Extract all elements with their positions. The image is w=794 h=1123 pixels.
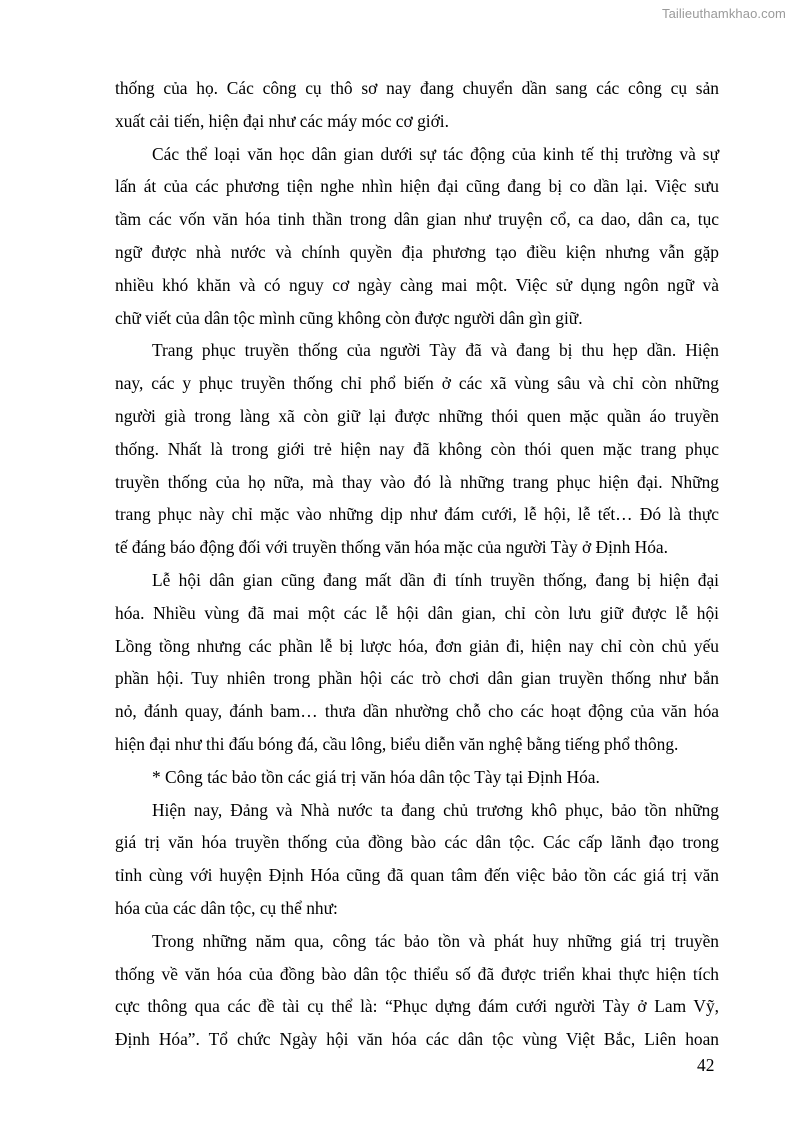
text-line: tỉnh cùng với huyện Định Hóa cũng đã quan tâm đến việc bảo tồn các giá trị văn [115,865,719,886]
text-line: Các thể loại văn học dân gian dưới sự tác động của kinh tế thị trường và sự [152,143,719,164]
text-line: Hiện nay, Đảng và Nhà nước ta đang chủ trương khô phục, bảo tồn những [152,799,719,820]
text-line: Định Hóa”. Tổ chức Ngày hội văn hóa các dân tộc vùng Việt Bắc, Liên hoan [115,1029,719,1050]
text-line: hiện đại như thi đấu bóng đá, cầu lông, biểu diễn văn nghệ bằng tiếng phổ thông. [115,733,679,754]
text-line: truyền thống của họ nữa, mà thay vào đó là những trang phục hiện đại. Những [115,471,719,492]
text-line: xuất cải tiến, hiện đại như các máy móc cơ giới. [115,110,449,131]
text-line: hóa của các dân tộc, cụ thể như: [115,897,338,918]
text-line: thống. Nhất là trong giới trẻ hiện nay đã không còn thói quen mặc trang phục [115,438,719,459]
text-line: nhiều khó khăn và có nguy cơ ngày càng mai một. Việc sử dụng ngôn ngữ và [115,274,719,295]
text-line: giá trị văn hóa truyền thống của đồng bào các dân tộc. Các cấp lãnh đạo trong [115,832,719,853]
text-line: nay, các y phục truyền thống chỉ phổ biến ở các xã vùng sâu và chỉ còn những [115,373,719,394]
text-line: tế đáng báo động đối với truyền thống văn hóa mặc của người Tày ở Định Hóa. [115,537,668,558]
text-line: ngữ được nhà nước và chính quyền địa phương tạo điều kiện nhưng vẫn gặp [115,241,719,262]
text-line: Lồng tồng nhưng các phần lễ bị lược hóa, đơn giản đi, hiện nay chỉ còn chủ yếu [115,635,719,656]
page-number: 42 [697,1055,715,1075]
text-line: lấn át của các phương tiện nghe nhìn hiện đại cũng đang bị co dần lại. Việc sưu [115,176,719,197]
text-line: thống của họ. Các công cụ thô sơ nay đang chuyển dần sang các công cụ sản [115,78,719,98]
text-line: Trang phục truyền thống của người Tày đã và đang bị thu hẹp dần. Hiện [152,340,719,361]
text-line: thống về văn hóa của đồng bào dân tộc thiểu số đã được triển khai thực hiện tích [115,963,719,984]
text-line: tầm các vốn văn hóa tinh thần trong dân gian như truyện cổ, ca dao, dân ca, tục [115,209,719,230]
text-line: cực thông qua các đề tài cụ thể là: “Phục dựng đám cưới người Tày ở Lam Vỹ, [115,996,719,1017]
text-line: Trong những năm qua, công tác bảo tồn và phát huy những giá trị truyền [152,930,719,951]
text-line: người già trong làng xã còn giữ lại được những thói quen mặc quần áo truyền [115,405,719,426]
text-line: Lễ hội dân gian cũng đang mất dần đi tính truyền thống, đang bị hiện đại [152,569,719,590]
text-line: trang phục này chỉ mặc vào những dịp như đám cưới, lễ hội, lễ tết… Đó là thực [115,504,719,525]
text-line: phần hội. Tuy nhiên trong phần hội các trò chơi dân gian truyền thống như bắn [115,668,719,689]
text-line: nỏ, đánh quay, đánh bam… thưa dần nhường chỗ cho các hoạt động của văn hóa [115,701,719,722]
document-body [115,72,719,1056]
text-line: hóa. Nhiều vùng đã mai một các lễ hội dân gian, chỉ còn lưu giữ được lễ hội [115,602,719,623]
text-line: * Công tác bảo tồn các giá trị văn hóa dân tộc Tày tại Định Hóa. [152,766,600,787]
text-line: chữ viết của dân tộc mình cũng không còn được người dân gìn giữ. [115,307,583,328]
watermark-text: Tailieuthamkhao.com [661,6,786,21]
